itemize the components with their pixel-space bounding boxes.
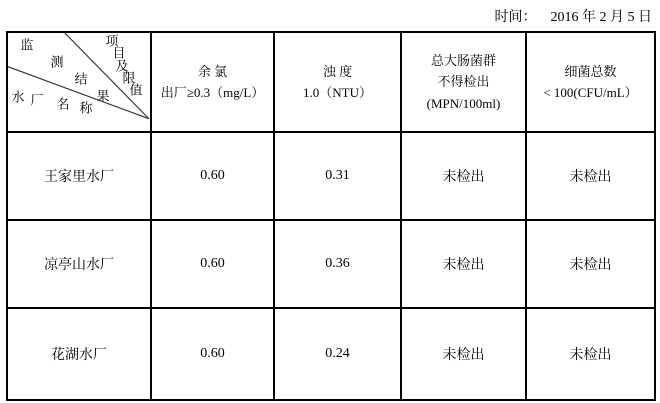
report-date bbox=[495, 6, 653, 26]
corner-middle-char-3: 果 bbox=[96, 88, 110, 104]
value-cell: 未检出 bbox=[401, 132, 526, 220]
plant-name-cell: 花湖水厂 bbox=[7, 308, 151, 400]
plant-name-cell: 凉亭山水厂 bbox=[7, 220, 151, 308]
table-row bbox=[7, 308, 655, 400]
header-total-coliform bbox=[401, 32, 526, 132]
header-total-coliform-title: 总大肠菌群 bbox=[430, 52, 496, 68]
date-label: 时间： bbox=[494, 10, 537, 25]
date-value: 2016 年 2 月 5 日 bbox=[550, 10, 652, 25]
corner-bottomleft-char-2: 名 bbox=[56, 96, 70, 112]
header-turbidity bbox=[274, 32, 401, 132]
corner-bottomleft-char-1: 厂 bbox=[30, 92, 44, 108]
header-total-coliform-unit: (MPN/100ml) bbox=[426, 95, 501, 111]
value-cell: 未检出 bbox=[526, 220, 655, 308]
corner-topright-char-3: 限 bbox=[122, 70, 136, 86]
value-cell: 未检出 bbox=[401, 308, 526, 400]
header-turbidity-limit: 1.0（NTU） bbox=[303, 85, 372, 100]
value-cell: 未检出 bbox=[526, 132, 655, 220]
header-residual-chlorine bbox=[151, 32, 274, 132]
corner-middle-char-2: 结 bbox=[74, 71, 88, 87]
corner-bottomleft-char-0: 水 bbox=[11, 89, 25, 105]
plant-name-cell: 王家里水厂 bbox=[7, 132, 151, 220]
corner-middle-char-1: 测 bbox=[50, 54, 64, 70]
header-residual-chlorine-title: 余 氯 bbox=[197, 63, 228, 79]
water-quality-table bbox=[6, 31, 656, 401]
header-total-coliform-limit: 不得检出 bbox=[437, 74, 490, 90]
corner-topright-char-1: 目 bbox=[112, 45, 126, 61]
corner-bottomleft-char-3: 称 bbox=[79, 100, 93, 116]
corner-topright-char-0: 项 bbox=[105, 33, 119, 49]
header-bacteria-count-title: 细菌总数 bbox=[564, 63, 617, 79]
value-cell: 未检出 bbox=[401, 220, 526, 308]
header-bacteria-count bbox=[526, 32, 655, 132]
header-bacteria-count-limit: < 100(CFU/mL） bbox=[543, 85, 638, 100]
corner-topright-char-4: 值 bbox=[129, 82, 143, 98]
value-cell: 0.24 bbox=[274, 308, 401, 400]
corner-middle-char-0: 监 bbox=[20, 37, 34, 53]
table-header-row bbox=[7, 32, 655, 132]
value-cell: 0.36 bbox=[274, 220, 401, 308]
value-cell: 0.60 bbox=[151, 220, 274, 308]
value-cell: 0.60 bbox=[151, 132, 274, 220]
value-cell: 0.60 bbox=[151, 308, 274, 400]
diagonal-corner-inner bbox=[8, 33, 150, 131]
header-turbidity-title: 浊 度 bbox=[322, 63, 353, 79]
value-cell: 未检出 bbox=[526, 308, 655, 400]
diagonal-corner-cell bbox=[7, 32, 151, 132]
corner-topright-char-2: 及 bbox=[115, 58, 129, 74]
table-row bbox=[7, 220, 655, 308]
table-row bbox=[7, 132, 655, 220]
value-cell: 0.31 bbox=[274, 132, 401, 220]
header-residual-chlorine-limit: 出厂≥0.3（mg/L） bbox=[160, 85, 265, 100]
